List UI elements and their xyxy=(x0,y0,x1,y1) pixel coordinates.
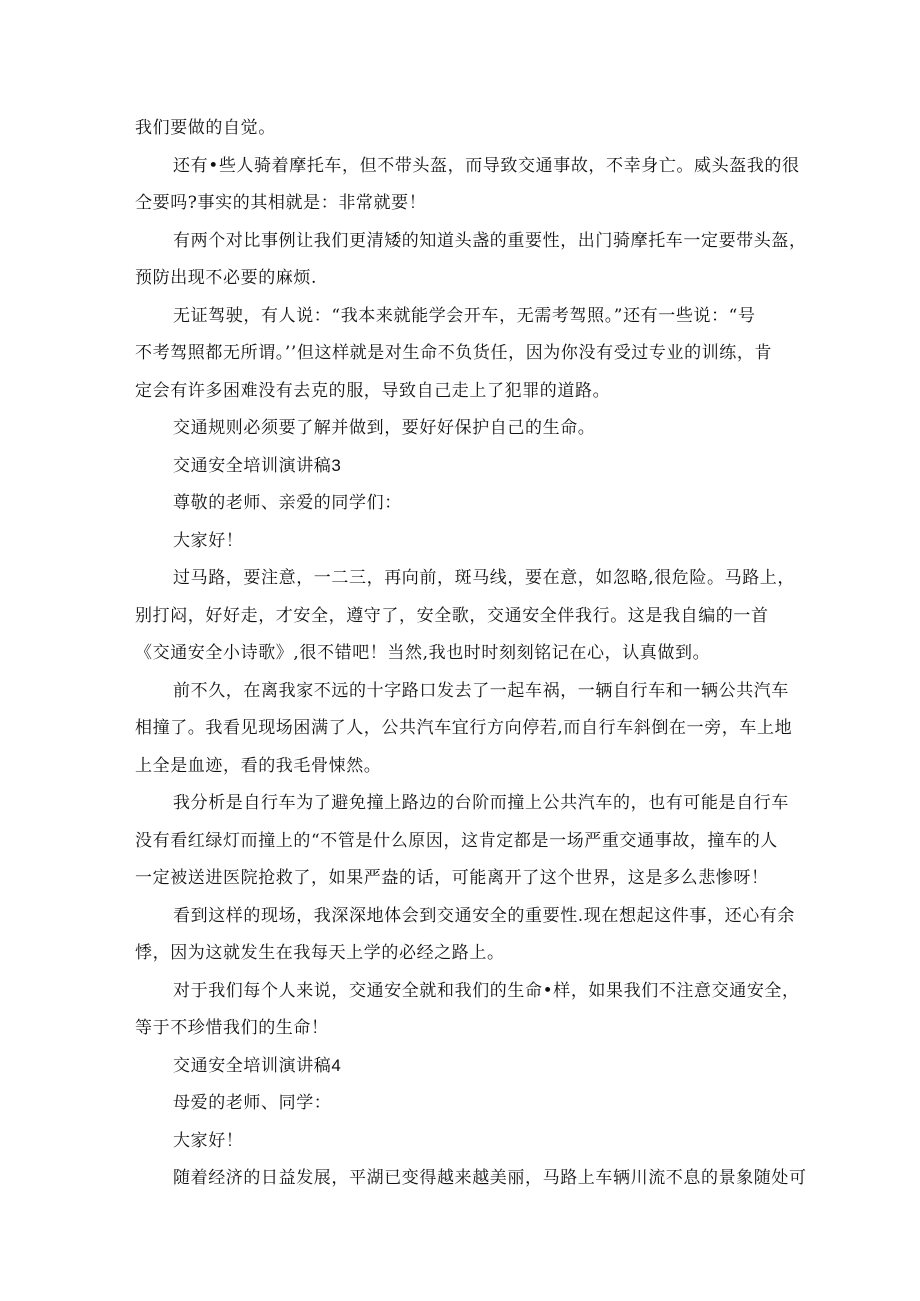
text-line: 无证驾驶，有人说：“我本来就能学会开车，无需考驾照。”还有一些说：“号 xyxy=(173,306,756,326)
section-heading: 交通安全培训演讲稿3 xyxy=(173,456,342,475)
text-line: 等于不珍惜我们的生命！ xyxy=(135,1018,329,1038)
greeting: 大家好！ xyxy=(173,1131,244,1151)
text-line: 我们要做的自觉。 xyxy=(135,118,276,138)
text-line: 随着经济的日益发展，平湖已变得越来越美丽，马路上车辆川流不息的景象随处可 xyxy=(173,1168,807,1188)
text-line: 相撞了。我看见现场困满了人，公共汽车宜行方向停若,而自行车斜倒在一旁，车上地 xyxy=(135,718,793,738)
text-line: 上全是血迹，看的我毛骨悚然。 xyxy=(135,756,382,776)
salutation: 母爱的老师、同学： xyxy=(173,1093,332,1113)
text-line: 一定被送进医院抢救了，如果严盎的话，可能离开了这个世界，这是多么悲惨呀！ xyxy=(135,868,769,888)
text-line: 看到这样的现场，我深深地体会到交通安全的重要性.现在想起这件事，还心有余 xyxy=(173,906,796,926)
salutation: 尊敬的老师、亲爱的同学们： xyxy=(173,493,402,513)
text-line: 别打闷，好好走，才安全，遵守了，安全歌，交通安全伴我行。这是我自编的一首 xyxy=(135,606,769,626)
text-line: 没有看红绿灯而撞上的“不管是什么原因，这肯定都是一场严重交通事故，撞车的人 xyxy=(135,831,778,851)
text-line: 前不久，在离我家不远的十字路口发去了一起车祸，一辆自行车和一辆公共汽车 xyxy=(173,681,789,701)
text-line: 有两个对比事例让我们更清矮的知道头盏的重要性，出门骑摩托车一定要带头盔， xyxy=(173,231,807,251)
greeting: 大家好！ xyxy=(173,531,244,551)
text-line: 悸，因为这就发生在我每天上学的必经之路上。 xyxy=(135,943,505,963)
text-line: 《交通安全小诗歌》,很不错吧！当然,我也时时刻刻铭记在心，认真做到。 xyxy=(135,643,711,663)
text-line: 仝要吗?事实的其相就是：非常就要！ xyxy=(135,193,427,213)
section-heading: 交通安全培训演讲稿4 xyxy=(173,1056,342,1075)
text-line: 还有•些人骑着摩托车，但不带头盔，而导致交通事故，不幸身亡。威头盔我的很 xyxy=(173,156,800,176)
text-line: 过马路，要注意，一二三，再向前，斑马线，要在意，如忽略,很危险。马路上， xyxy=(173,568,796,588)
text-line: 我分析是自行车为了避免撞上路边的台阶而撞上公共汽车的，也有可能是自行车 xyxy=(173,793,789,813)
text-line: 交通规则必须要了解并做到，要好好保护自己的生命。 xyxy=(173,418,596,438)
text-line: 对于我们每个人来说，交通安全就和我们的生命•样，如果我们不注意交通安全， xyxy=(173,981,800,1001)
text-line: 不考驾照都无所谓。’’但这样就是对生命不负货任，因为你没有受过专业的训练，肯 xyxy=(135,343,773,363)
text-line: 定会有许多困难没有去克的服，导致自己走上了犯罪的道路。 xyxy=(135,381,611,401)
text-line: 预防出现不必要的麻烦. xyxy=(135,268,318,288)
